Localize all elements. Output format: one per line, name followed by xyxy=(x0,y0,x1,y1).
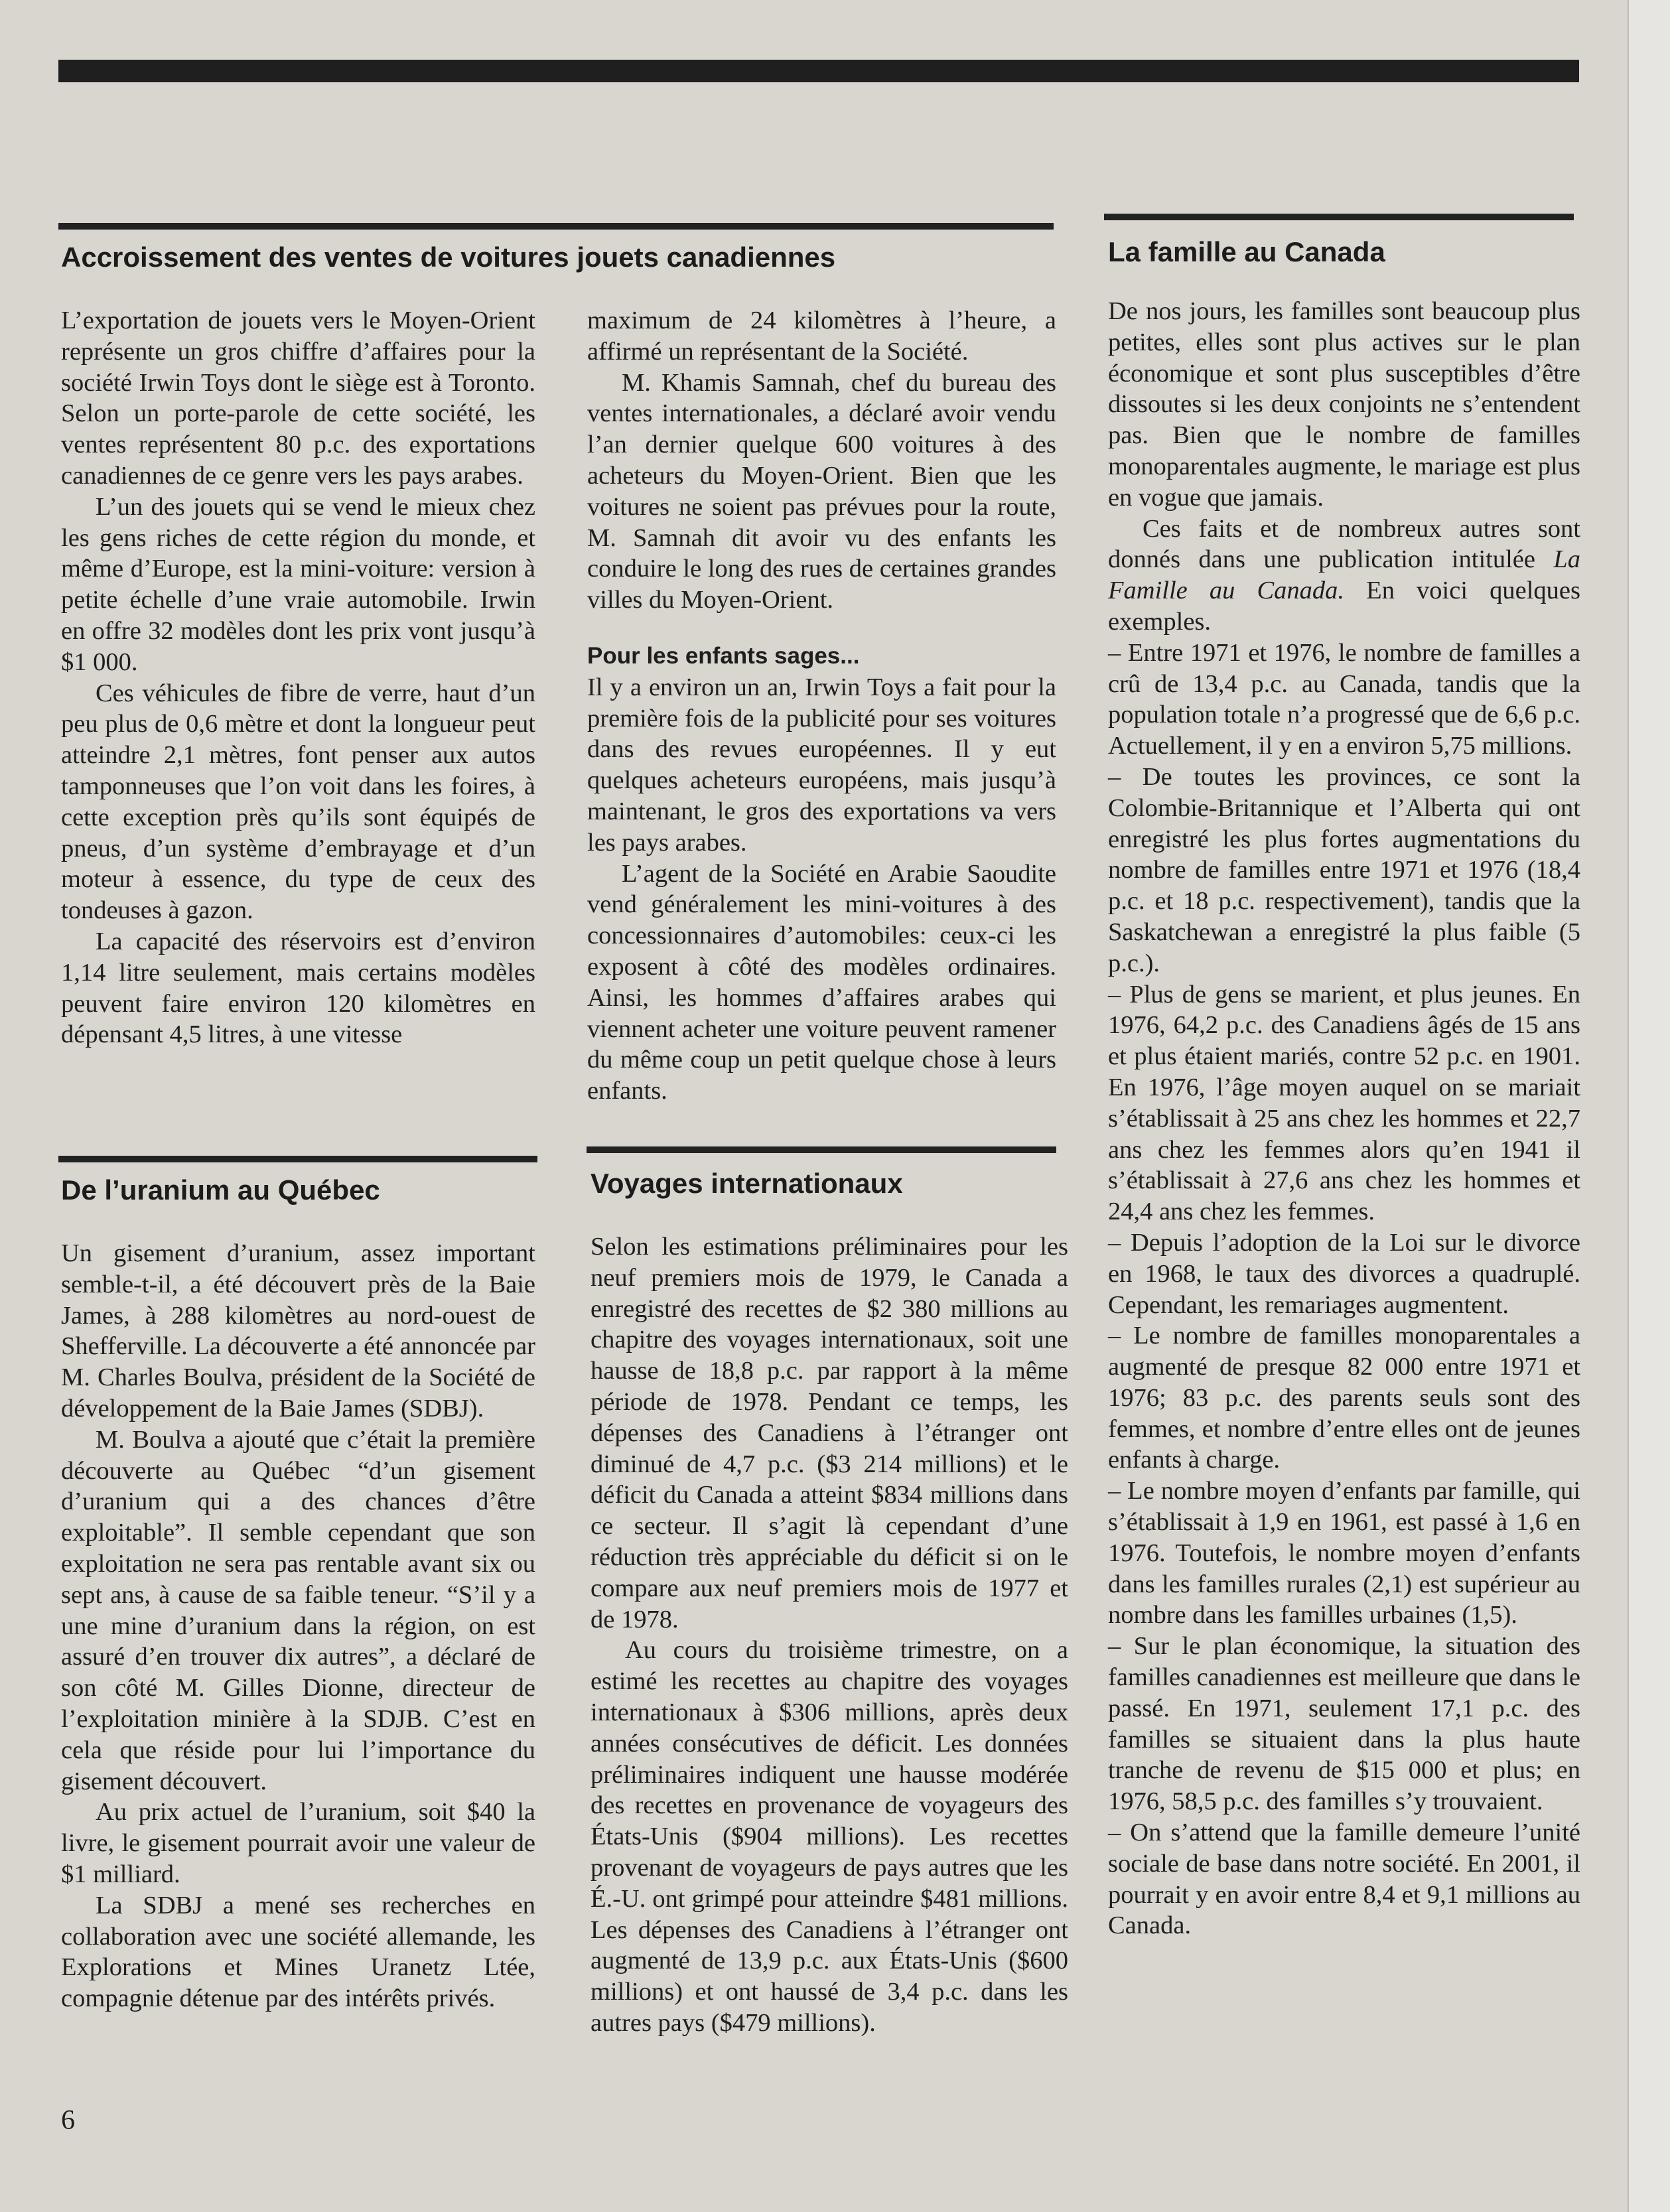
paragraph: La capacité des réservoirs est d’environ 1,14 litre seulement, mais certains modèles peuvent faire environ 120 kilomètres en dépensant 4,5 litres, à une vitesse xyxy=(61,927,535,1049)
paragraph: Un gisement d’uranium, assez important semble-t-il, a été découvert près de la Baie James, à 288 kilomètres au nord-ouest de Shefferville. La découverte a été annoncée par M. Charles Boulva, président de la Société de développement de la Baie James (SDBJ). xyxy=(61,1239,535,1422)
paragraph: Il y a environ un an, Irwin Toys a fait pour la première fois de la publicité pour ses voitures dans des revues européennes. Il y eut quelques acheteurs européens, mais jusqu’à maintenant, le gros des exportations va vers les pays arabes. xyxy=(587,673,1056,857)
paragraph: Au prix actuel de l’uranium, soit $40 la livre, le gisement pourrait avoir une valeur de $1 milliard. xyxy=(61,1798,535,1888)
list-item: – On s’attend que la famille demeure l’unité sociale de base dans notre société. En 2001, il pourrait y en avoir entre 8,4 et 9,1 millions au Canada. xyxy=(1108,1819,1580,1940)
rule-voyages xyxy=(587,1146,1056,1153)
publication-title: La Famille au Canada. xyxy=(1108,545,1580,605)
column-jouets-2 xyxy=(587,305,1056,1107)
paragraph: Selon les estimations préliminaires pour les neuf premiers mois de 1979, le Canada a enregistré des recettes de $2 380 millions au chapitre des voyages internationaux, soit une hausse de 18,8 p.c. par rapport à la même période de 1978. Pendant ce temps, les dépenses des Canadiens à l’étranger ont diminué de 4,7 p.c. ($3 214 millions) et le déficit du Canada a atteint $834 millions dans ce secteur. Il s’agit là cependant d’une réduction très appréciable du déficit si on le compare aux neuf premiers mois de 1977 et de 1978. xyxy=(591,1233,1068,1633)
rule-uranium xyxy=(58,1156,537,1162)
rule-jouets xyxy=(58,223,1054,230)
paragraph: Au cours du troisième trimestre, on a estimé les recettes au chapitre des voyages internationaux à $306 millions, après deux années consécutives de déficit. Les données préliminaires indiquent une hausse modérée des recettes en provenance de voyageurs des États-Unis ($904 millions). Les recettes provenant de voyageurs de pays autres que les É.-U. ont grimpé pour atteindre $481 millions. Les dépenses des Canadiens à l’étranger ont augmenté de 13,9 p.c. aux États-Unis ($600 millions) et ont haussé de 3,4 p.c. dans les autres pays ($479 millions). xyxy=(591,1636,1068,2037)
page-number: 6 xyxy=(61,2105,75,2136)
paragraph: M. Boulva a ajouté que c’était la première découverte au Québec “d’un gisement d’uranium qui a des chances d’être exploitable”. Il semble cependant que son exploitation ne sera pas rentable avant six ou sept ans, à cause de sa faible teneur. “S’il y a une mine d’uranium dans la région, on est assuré d’en trouver dix autres”, a déclaré de son côté M. Gilles Dionne, directeur de l’exploitation minière à la SDJB. C’est en cela que réside pour lui l’importance du gisement découvert. xyxy=(61,1425,535,1795)
article-title-famille: La famille au Canada xyxy=(1108,236,1385,267)
top-rule xyxy=(58,60,1579,82)
column-voyages xyxy=(591,1231,1068,2039)
list-item: – Le nombre de familles monoparentales a augmenté de presque 82 000 entre 1971 et 1976; 83 p.c. des parents seuls sont des femmes, et nombre d’entre elles ont de jeunes enfants à charge. xyxy=(1108,1322,1580,1474)
paragraph: La SDBJ a mené ses recherches en collaboration avec une société allemande, les Explorations et Mines Uranetz Ltée, compagnie détenue par des intérêts privés. xyxy=(61,1891,535,2013)
article-title-uranium: De l’uranium au Québec xyxy=(61,1174,380,1206)
paragraph xyxy=(1108,514,1580,638)
text: Ces faits et de nombreux autres sont donnés dans une publication intitulée xyxy=(1108,514,1580,574)
list-item: – Le nombre moyen d’enfants par famille, qui s’établissait à 1,9 en 1961, est passé à 1,6 en 1976. Toutefois, le nombre moyen d’enfants dans les familles rurales (2,1) est supérieur au nombre dans les familles urbaines (1,5). xyxy=(1108,1477,1580,1629)
paragraph: L’un des jouets qui se vend le mieux chez les gens riches de cette région du monde, et même d’Europe, est la mini-voiture: version à petite échelle d’une vraie automobile. Irwin en offre 32 modèles dont les prix vont jusqu’à $1 000. xyxy=(61,492,535,676)
paragraph: M. Khamis Samnah, chef du bureau des ventes internationales, a déclaré avoir vendu l’an dernier quelque 600 voitures à des acheteurs du Moyen-Orient. Bien que les voitures ne soient pas prévues pour la route, M. Samnah dit avoir vu des enfants les conduire le long des rues de certaines grandes villes du Moyen-Orient. xyxy=(587,368,1056,614)
text: En voici quelques exemples. xyxy=(1108,577,1581,636)
article-title-jouets: Accroissement des ventes de voitures jouets canadiennes xyxy=(61,242,836,273)
column-uranium xyxy=(61,1238,535,2014)
page-edge xyxy=(1628,0,1670,2212)
list-item: – Depuis l’adoption de la Loi sur le divorce en 1968, le taux des divorces a quadruplé. Cependant, les remariages augmentent. xyxy=(1108,1228,1580,1319)
subheading: Pour les enfants sages... xyxy=(587,642,860,669)
list-item: – Plus de gens se marient, et plus jeunes. En 1976, 64,2 p.c. des Canadiens âgés de 15 ans et plus étaient mariés, contre 52 p.c. en 1901. En 1976, l’âge moyen auquel on se mariait s’établissait à 25 ans chez les hommes et 22,7 ans chez les femmes alors qu’en 1941 il s’établissait à 27,6 ans chez les hommes et 24,4 ans chez les femmes. xyxy=(1108,980,1580,1226)
paragraph: L’exportation de jouets vers le Moyen-Orient représente un gros chiffre d’affaires pour la société Irwin Toys dont le siège est à Toronto. Selon un porte-parole de cette société, les ventes représentent 80 p.c. des exportations canadiennes de ce genre vers les pays arabes. xyxy=(61,307,535,490)
article-title-voyages: Voyages internationaux xyxy=(591,1168,903,1199)
rule-famille xyxy=(1104,214,1574,220)
column-famille xyxy=(1108,296,1580,1941)
paragraph: De nos jours, les familles sont beaucoup plus petites, elles sont plus actives sur le plan économique et sont plus susceptibles d’être dissoutes si les deux conjoints ne s’entendent pas. Bien que le nombre de familles monoparentales augmente, le mariage est plus en vogue que jamais. xyxy=(1108,297,1580,512)
column-jouets-1 xyxy=(61,305,535,1050)
list-item: – Entre 1971 et 1976, le nombre de familles a crû de 13,4 p.c. au Canada, tandis que la population totale n’a progressé que de 6,6 p.c. Actuellement, il y en a environ 5,75 millions. xyxy=(1108,638,1580,760)
list-item: – Sur le plan économique, la situation des familles canadiennes est meilleure que dans le passé. En 1971, seulement 17,1 p.c. des familles se situaient dans la plus haute tranche de revenu de $15 000 et plus; en 1976, 58,5 p.c. des familles s’y trouvaient. xyxy=(1108,1632,1580,1816)
paragraph: L’agent de la Société en Arabie Saoudite vend généralement les mini-voitures à des concessionnaires d’automobiles: ceux-ci les exposent à côté des modèles ordinaires. Ainsi, les hommes d’affaires arabes qui viennent acheter une voiture peuvent ramener du même coup un petit quelque chose à leurs enfants. xyxy=(587,859,1056,1105)
paragraph: Ces véhicules de fibre de verre, haut d’un peu plus de 0,6 mètre et dont la longueur peut atteindre 2,1 mètres, font penser aux autos tamponneuses que l’on voit dans les foires, à cette exception près qu’ils sont équipés de pneus, d’un système d’embrayage et d’un moteur à essence, du type de ceux des tondeuses à gazon. xyxy=(61,679,535,925)
list-item: – De toutes les provinces, ce sont la Colombie-Britannique et l’Alberta qui ont enregistré les plus fortes augmentations du nombre de familles entre 1971 et 1976 (18,4 p.c. et 18 p.c. respectivement), tandis que la Saskatchewan a enregistré la plus faible (5 p.c.). xyxy=(1108,762,1580,977)
paragraph: maximum de 24 kilomètres à l’heure, a affirmé un représentant de la Société. xyxy=(587,307,1056,366)
